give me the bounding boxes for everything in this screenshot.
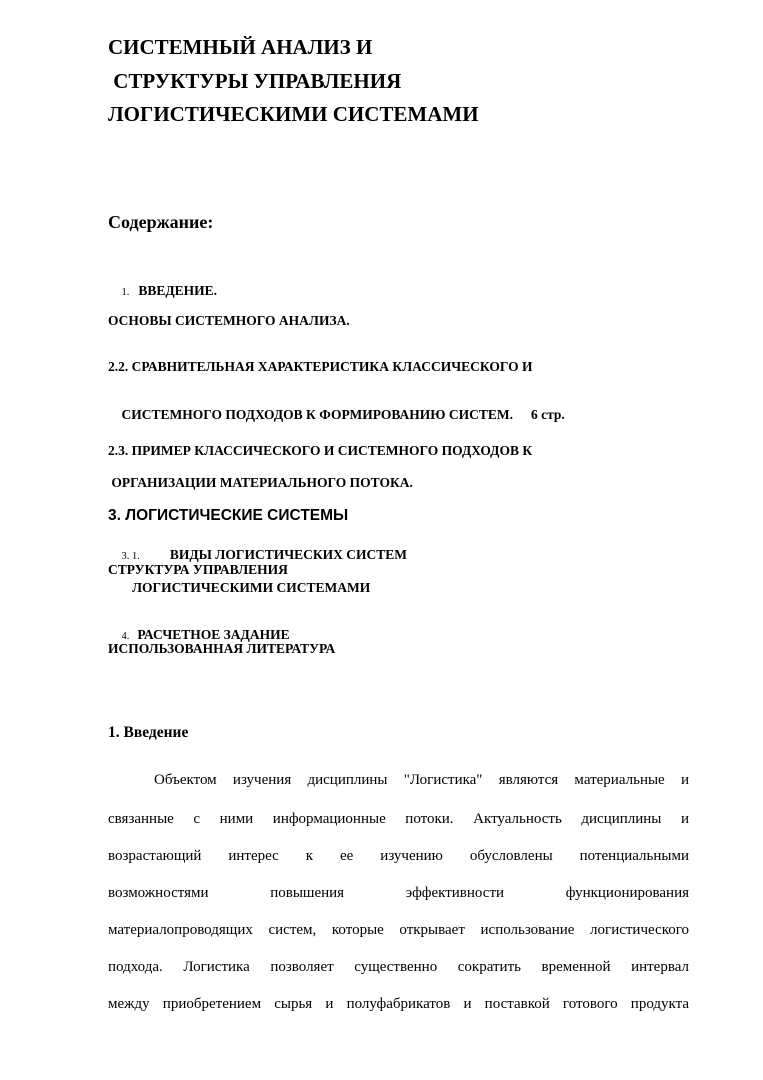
section-1-text-line-3: возрастающий интерес к ее изучению обусловлены потенциальными — [108, 848, 689, 864]
section-1-text-line-2: связанные с ними информационные потоки. Актуальность дисциплины и — [108, 811, 689, 827]
toc-item-1 — [108, 267, 217, 315]
toc-item-2-3-line-2: ОРГАНИЗАЦИИ МАТЕРИАЛЬНОГО ПОТОКА. — [108, 475, 413, 490]
section-1-heading: 1. Введение — [108, 724, 189, 741]
toc-item-3: 3. ЛОГИСТИЧЕСКИЕ СИСТЕМЫ — [108, 507, 349, 524]
section-1-text-line-6: подхода. Логистика позволяет существенно сократить временной интервал — [108, 959, 689, 975]
section-1-text-line-5: материалопроводящих систем, которые открывает использование логистического — [108, 922, 689, 938]
toc-item-5: ИСПОЛЬЗОВАННАЯ ЛИТЕРАТУРА — [108, 641, 336, 656]
document-title-line-2: СТРУКТУРЫ УПРАВЛЕНИЯ — [108, 69, 402, 93]
toc-item-1-label: ВВЕДЕНИЕ. — [138, 283, 218, 298]
toc-item-2-2-line-1: 2.2. СРАВНИТЕЛЬНАЯ ХАРАКТЕРИСТИКА КЛАССИЧЕСКОГО И — [108, 359, 533, 374]
document-title-line-1: СИСТЕМНЫЙ АНАЛИЗ И — [108, 35, 373, 59]
toc-item-2-2-label: СИСТЕМНОГО ПОДХОДОВ К ФОРМИРОВАНИЮ СИСТЕМ. — [121, 407, 513, 422]
toc-item-3-2-line-1: СТРУКТУРА УПРАВЛЕНИЯ — [108, 562, 288, 577]
toc-item-4-label: РАСЧЕТНОЕ ЗАДАНИЕ — [137, 627, 290, 642]
section-1-text-line-4: возможностями повышения эффективности функционирования — [108, 885, 689, 901]
toc-item-2: ОСНОВЫ СИСТЕМНОГО АНАЛИЗА. — [108, 313, 350, 328]
toc-item-3-1-number: 3. 1. — [121, 551, 140, 562]
toc-item-2-3-line-1: 2.3. ПРИМЕР КЛАССИЧЕСКОГО И СИСТЕМНОГО ПОДХОДОВ К — [108, 443, 533, 458]
section-1-text-line-7: между приобретением сырья и полуфабрикатов и поставкой готового продукта — [108, 996, 689, 1012]
toc-item-2-2-page: 6 стр. — [531, 407, 565, 422]
toc-item-2-2-line-2 — [108, 391, 565, 439]
toc-item-4-number: 4. — [121, 631, 130, 642]
toc-heading: Содержание: — [108, 212, 214, 232]
toc-item-3-2-line-2: ЛОГИСТИЧЕСКИМИ СИСТЕМАМИ — [132, 580, 371, 595]
toc-item-1-number: 1. — [121, 287, 130, 298]
toc-item-3-1-label: ВИДЫ ЛОГИСТИЧЕСКИХ СИСТЕМ — [169, 547, 408, 562]
document-title-line-3: ЛОГИСТИЧЕСКИМИ СИСТЕМАМИ — [108, 102, 479, 126]
section-1-text-line-1: Объектом изучения дисциплины "Логистика" являются материальные и — [154, 772, 689, 788]
